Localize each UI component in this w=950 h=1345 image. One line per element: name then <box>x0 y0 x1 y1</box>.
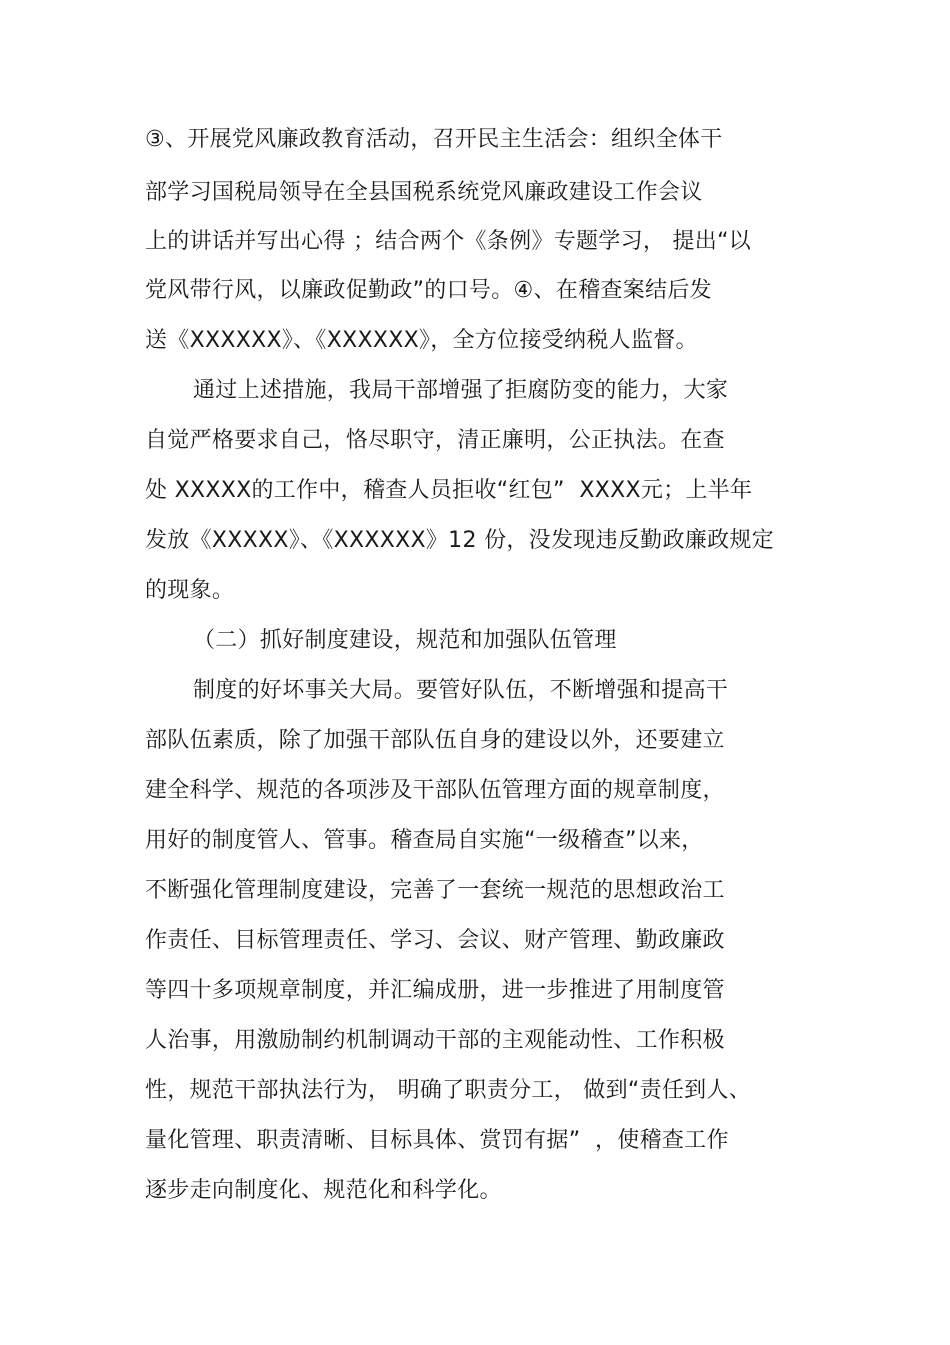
text-line: 部学习国税局领导在全县国税系统党风廉政建设工作会议 <box>145 180 703 205</box>
text-line: 送《XXXXXX》、《XXXXXX》，全方位接受纳税人监督。 <box>145 328 698 353</box>
text-line: 部队伍素质，除了加强干部队伍自身的建设以外，还要建立 <box>145 728 725 753</box>
text-line: ③、开展党风廉政教育活动，召开民主生活会：组织全体干 <box>145 127 723 152</box>
text-line: 自觉严格要求自己，恪尽职守，清正廉明，公正执法。在查 <box>145 428 725 453</box>
text-line: 人治事，用激励制约机制调动干部的主观能动性、工作积极 <box>145 1028 725 1053</box>
text-line: 性，规范干部执法行为， 明确了职责分工， 做到“责任到人、 <box>145 1078 752 1103</box>
text-line: 发放《XXXXX》、《XXXXXX》12 份，没发现违反勤政廉政规定 <box>145 528 774 553</box>
text-line: 逐步走向制度化、规范化和科学化。 <box>145 1178 502 1203</box>
text-line: 量化管理、职责清晰、目标具体、赏罚有据” ，使稽查工作 <box>145 1128 729 1153</box>
paragraph-first-line: 制度的好坏事关大局。要管好队伍，不断增强和提高干 <box>193 678 729 703</box>
text-line: 的现象。 <box>145 578 235 603</box>
section-heading: （二）抓好制度建设，规范和加强队伍管理 <box>193 628 617 653</box>
text-line: 上的讲话并写出心得 ；结合两个《条例》专题学习， 提出“以 <box>145 229 752 254</box>
text-line: 用好的制度管人、管事。稽查局自实施“一级稽查”以来， <box>145 828 704 853</box>
text-line: 建全科学、规范的各项涉及干部队伍管理方面的规章制度， <box>145 778 725 803</box>
text-line: 党风带行风，以廉政促勤政”的口号。④、在稽查案结后发 <box>145 278 712 303</box>
text-line: 处 XXXXX的工作中，稽查人员拒收“红包” XXXX元；上半年 <box>145 478 753 503</box>
text-line: 等四十多项规章制度，并汇编成册，进一步推进了用制度管 <box>145 978 725 1003</box>
text-line: 作责任、目标管理责任、学习、会议、财产管理、勤政廉政 <box>145 928 725 953</box>
text-line: 不断强化管理制度建设，完善了一套统一规范的思想政治工 <box>145 878 725 903</box>
paragraph-first-line: 通过上述措施，我局干部增强了拒腐防变的能力，大家 <box>193 378 729 403</box>
